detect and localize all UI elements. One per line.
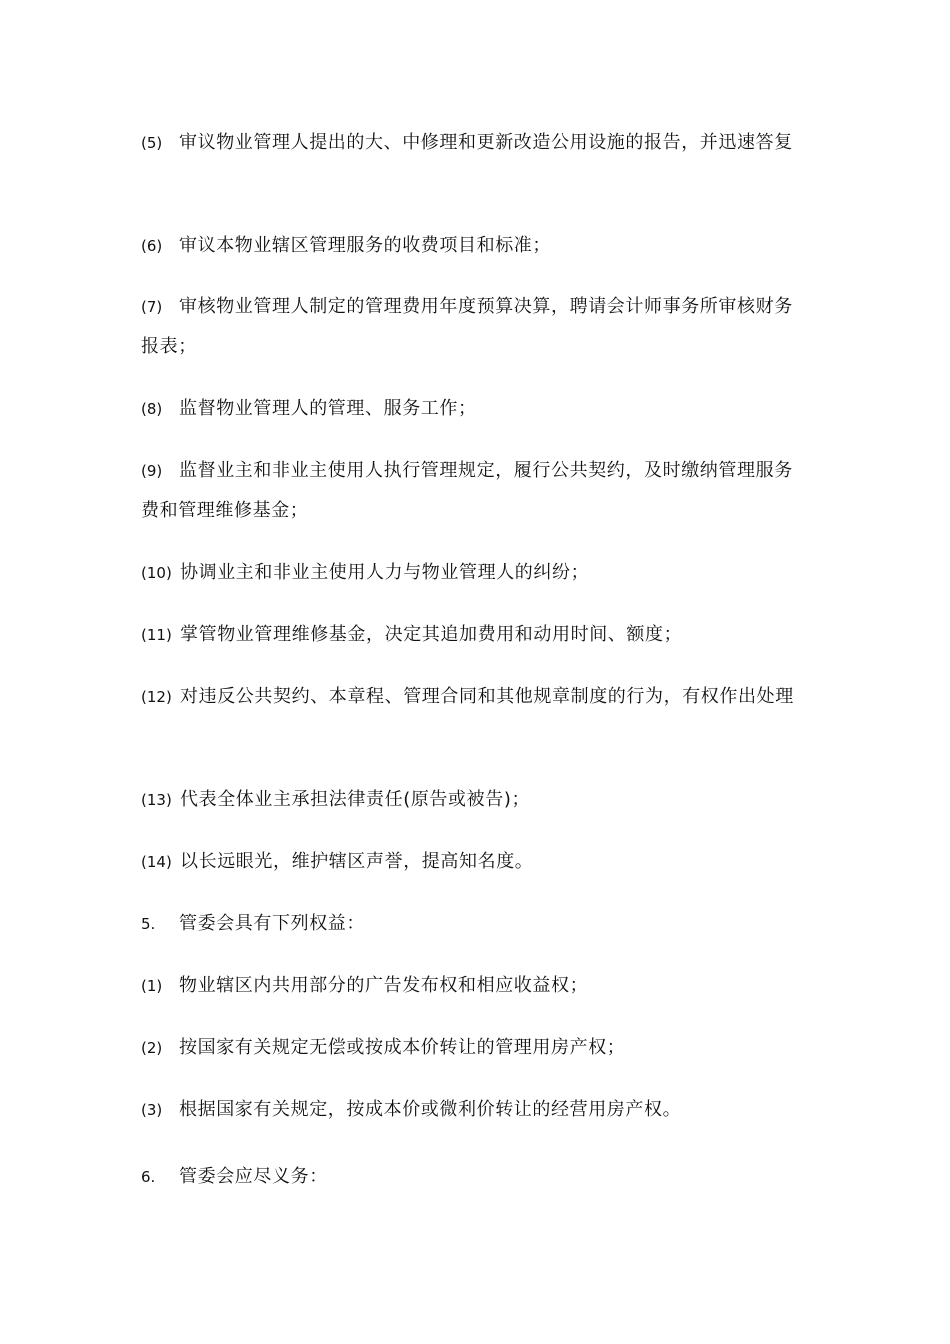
item-number: (2): [141, 1039, 163, 1057]
paragraph-10: [141, 553, 801, 593]
item-text: 对违反公共契约、本章程、管理合同和其他规章制度的行为，有权作出处理: [180, 686, 794, 707]
item-number: (1): [141, 977, 163, 995]
paragraph-5: [141, 123, 801, 163]
item-number: 6.: [141, 1168, 156, 1186]
item-text: 监督物业管理人的管理、服务工作；: [179, 398, 477, 419]
paragraph-11: [141, 615, 801, 655]
item-text: 管委会具有下列权益：: [179, 913, 365, 934]
paragraph-14: [141, 842, 801, 882]
item-text: 审议本物业辖区管理服务的收费项目和标准；: [179, 235, 551, 256]
paragraph-7: [141, 287, 801, 367]
item-number: (7): [141, 298, 163, 316]
paragraph-12: [141, 677, 801, 717]
item-text: 根据国家有关规定，按成本价或微利价转让的经营用房产权。: [179, 1099, 682, 1120]
item-text: 以长远眼光，维护辖区声誉，提高知名度。: [180, 851, 534, 872]
item-number: (3): [141, 1101, 163, 1119]
item-number: (8): [141, 400, 163, 418]
item-number: (10): [141, 564, 172, 582]
paragraph-6: [141, 226, 801, 266]
item-text: 审议物业管理人提出的大、中修理和更新改造公用设施的报告，并迅速答复: [179, 132, 793, 153]
paragraph-9: [141, 451, 801, 531]
section-5-heading: [141, 904, 801, 944]
paragraph-3: [141, 1090, 801, 1130]
item-text: 协调业主和非业主使用人力与物业管理人的纠纷；: [180, 562, 590, 583]
item-number: (5): [141, 134, 163, 152]
item-text: 代表全体业主承担法律责任(原告或被告)；: [180, 789, 531, 810]
item-number: 5.: [141, 915, 156, 933]
paragraph-8: [141, 389, 801, 429]
item-text: 按国家有关规定无偿或按成本价转让的管理用房产权；: [179, 1037, 626, 1058]
item-number: (13): [141, 791, 172, 809]
item-number: (6): [141, 237, 163, 255]
item-text: 物业辖区内共用部分的广告发布权和相应收益权；: [179, 975, 589, 996]
item-number: (9): [141, 462, 163, 480]
paragraph-1: [141, 966, 801, 1006]
item-number: (14): [141, 853, 172, 871]
paragraph-2: [141, 1028, 801, 1068]
item-text: 监督业主和非业主使用人执行管理规定，履行公共契约，及时缴纳管理服务费和管理维修基金；: [141, 460, 793, 521]
item-text: 掌管物业管理维修基金，决定其追加费用和动用时间、额度；: [180, 624, 683, 645]
section-6-heading: [141, 1157, 801, 1197]
item-number: (11): [141, 626, 172, 644]
paragraph-13: [141, 780, 801, 820]
item-number: (12): [141, 688, 172, 706]
item-text: 审核物业管理人制定的管理费用年度预算决算，聘请会计师事务所审核财务报表；: [141, 296, 793, 357]
item-text: 管委会应尽义务：: [179, 1166, 328, 1187]
